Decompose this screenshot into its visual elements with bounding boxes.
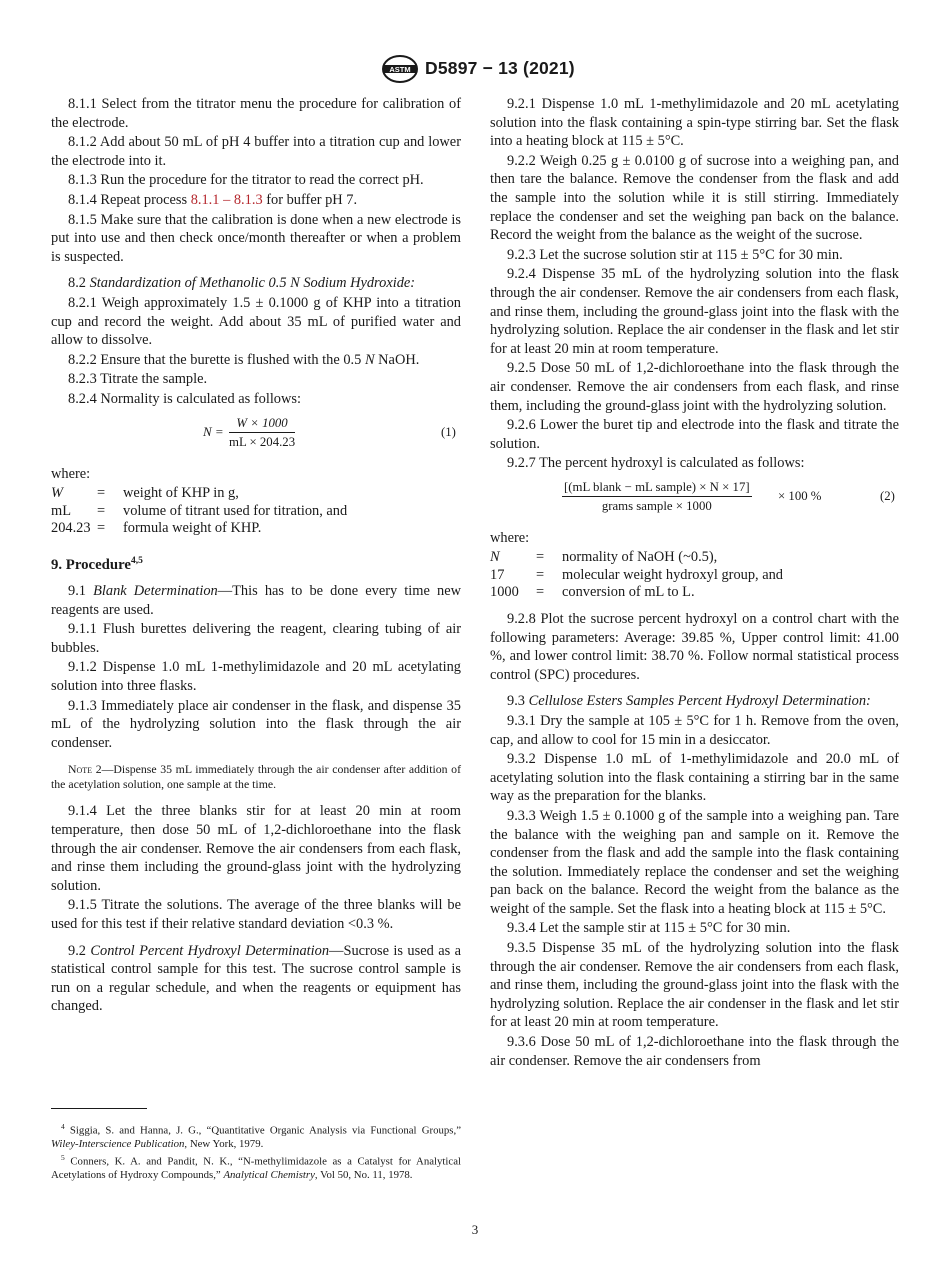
equation-2 <box>490 479 899 519</box>
para-9-3-3: 9.3.3 Weigh 1.5 ± 0.1000 g of the sample into a weighing pan. Tare the balance with the weighing pan and sample on it. Remove the condenser from the flask and add the sample into the flask containing the solution. Immediately replace the condenser and set the weighing pan back on the balance. Record the weight from the balance as the weight of the sample. Set the flask into a heating block at 115 ± 5°C. <box>490 807 899 917</box>
para-9-3-heading: 9.3 Cellulose Esters Samples Percent Hydroxyl Determination: <box>507 693 871 710</box>
para-9-1-2: 9.1.2 Dispense 1.0 mL 1-methylimidazole and 20 mL acetylating solution into three flasks. <box>51 659 461 695</box>
right-column <box>490 95 899 1071</box>
para-8-2-3: 8.2.3 Titrate the sample. <box>68 371 208 388</box>
para-9-1-4: 9.1.4 Let the three blanks stir for at least 20 min at room temperature, then dose 50 mL of 1,2-dichloroethane into the flask through the air condenser. Remove the air condensers from each flask, and rinse them including the ground-glass joint with the hydrolyzing solution. <box>51 803 461 894</box>
para-9-2: 9.2 Control Percent Hydroxyl Determination—Sucrose is used as a statistical control sample for this test. The sucrose control sample is run on a regular schedule, and when the reagents or equipment has changed. <box>51 942 461 1015</box>
equation-2-denominator: grams sample × 1000 <box>601 498 712 513</box>
section-9-heading: 9. Procedure$^{4,5}$ <box>51 555 143 573</box>
para-9-1-1: 9.1.1 Flush burettes delivering the reagent, clearing tubing of air bubbles. <box>51 621 461 656</box>
equation-1-fraction <box>229 415 295 450</box>
para-8-2-heading: 8.2 Standardization of Methanolic 0.5 N Sodium Hydroxide: <box>68 275 416 292</box>
definition-row: W = weight of KHP in g, <box>51 485 239 502</box>
para-9-3-6: 9.3.6 Dose 50 mL of 1,2-dichloroethane into the flask through the air condenser. Remove the air condensers from <box>490 1034 899 1069</box>
para-9-3-1: 9.3.1 Dry the sample at 105 ± 5°C for 1 h. Remove from the oven, cap, and allow to cool for 15 min in a desiccator. <box>490 712 899 748</box>
definition-row: mL = volume of titrant used for titration, and <box>51 502 348 519</box>
standard-designation: D5897 − 13 (2021) <box>425 58 575 78</box>
para-8-1-2: 8.1.2 Add about 50 mL of pH 4 buffer into a titration cup and lower the electrode into it. <box>51 134 461 169</box>
logo-text: ASTM <box>389 65 411 74</box>
equation-1 <box>51 415 461 455</box>
footnote-4: $^4$ Siggia, S. and Hanna, J. G., “Quantitative Organic Analysis via Functional Groups,” Wiley-Interscience Publication, New York, 1979. <box>51 1122 461 1150</box>
para-9-3-4: 9.3.4 Let the sample stir at 115 ± 5°C for 30 min. <box>507 920 791 937</box>
definition-row: 17 = molecular weight hydroxyl group, and <box>490 566 784 583</box>
where-label-2: where: <box>490 529 530 546</box>
footnotes <box>51 1120 461 1182</box>
note-2: Note 2—Dispense 35 mL immediately through the air condenser after addition of the acetylation solution, one sample at the time. <box>51 762 461 792</box>
para-8-1-4: 8.1.4 Repeat process 8.1.1 – 8.1.3 for buffer pH 7. <box>68 191 358 208</box>
where-label-1: where: <box>51 465 91 482</box>
para-9-2-6: 9.2.6 Lower the buret tip and electrode into the flask and titrate the solution. <box>490 417 899 452</box>
para-9-3-2: 9.3.2 Dispense 1.0 mL of 1-methylimidazole and 20.0 mL of acetylating solution into the flask containing a stirring bar in the same way as the preparation for the blanks. <box>490 751 899 805</box>
para-8-2-1: 8.2.1 Weigh approximately 1.5 ± 0.1000 g of KHP into a titration cup and record the weight. Add about 35 mL of purified water and allow to dissolve. <box>51 294 461 349</box>
astm-logo-icon <box>381 54 419 84</box>
para-9-2-8: 9.2.8 Plot the sucrose percent hydroxyl on a control chart with the following parameters: Average: 39.85 %, Upper control limit: 41.00 %, and lower control limit: 38.70 %. Follow normal statistical process control (SPC) procedures. <box>490 610 899 683</box>
definitions-table-1 <box>51 485 347 538</box>
para-9-2-2: 9.2.2 Weigh 0.25 g ± 0.0100 g of sucrose into a weighing pan, and then tare the balance. Remove the condenser from the flask and add the sample into the solution while it is still stirring. Immediately replace the condenser and set the weighing pan back on the balance. Record the weight from the balance as the weight of the sucrose. <box>490 152 899 244</box>
equation-1-label: (1) <box>441 424 456 439</box>
definition-row: N = normality of NaOH (~0.5), <box>490 549 718 566</box>
equation-2-numerator: [(mL blank − mL sample) × N × 17] <box>562 479 752 497</box>
para-9-3-5: 9.3.5 Dispense 35 mL of the hydrolyzing solution into the flask through the air condenser. Remove the air condensers from each flask, and rinse them, including the ground-glass joint into the flask with the hydrolyzing solution. Replace the air condenser in the flask and let stir for at least 20 min at room temperature. <box>490 940 899 1031</box>
para-9-2-7: 9.2.7 The percent hydroxyl is calculated as follows: <box>507 455 805 472</box>
para-9-1: 9.1 Blank Determination—This has to be done every time new reagents are used. <box>51 583 461 618</box>
page-header <box>0 54 950 86</box>
para-9-2-1: 9.2.1 Dispense 1.0 mL 1-methylimidazole and 20 mL acetylating solution into the flask containing a spin-type stirring bar. Set the flask into a heating block at 115 ± 5°C. <box>490 96 899 150</box>
para-9-2-3: 9.2.3 Let the sucrose solution stir at 115 ± 5°C for 30 min. <box>507 246 843 263</box>
left-column <box>51 95 461 1017</box>
cross-reference-link[interactable]: 8.1.1 – 8.1.3 <box>190 191 263 208</box>
para-8-1-1: 8.1.1 Select from the titrator menu the procedure for calibration of the electrode. <box>51 96 461 131</box>
para-8-1-5: 8.1.5 Make sure that the calibration is done when a new electrode is put into use and then check once/month thereafter or when a problem is suspected. <box>51 211 461 265</box>
definition-row: 1000 = conversion of mL to L. <box>490 584 695 601</box>
footnote-divider <box>51 1108 147 1109</box>
para-8-1-3: 8.1.3 Run the procedure for the titrator to read the correct pH. <box>68 172 424 189</box>
footnote-5: $^5$ Conners, K. A. and Pandit, N. K., “N-methylimidazole as a Catalyst for Analytical Acetylations of Hydroxy Compounds,” Analytical Chemistry, Vol 50, No. 11, 1978. <box>51 1153 461 1182</box>
footnote-ref[interactable]: 4,5 <box>131 555 143 566</box>
para-8-2-2: 8.2.2 Ensure that the burette is flushed with the 0.5 N NaOH. <box>68 351 420 368</box>
definitions-table-2 <box>490 549 783 602</box>
equation-1-numerator: W × 1000 <box>229 415 295 433</box>
para-9-1-5: 9.1.5 Titrate the solutions. The average of the three blanks will be used for this test if their relative standard deviation <0.3 %. <box>51 897 461 933</box>
equation-1-lhs: N = <box>203 423 224 439</box>
para-9-2-5: 9.2.5 Dose 50 mL of 1,2-dichloroethane into the flask through the air condenser. Remove the air condensers from each flask, and rinse them, including the ground-glass joint with the hydrolyzing solution. <box>490 360 899 414</box>
page-number: 3 <box>471 1222 479 1237</box>
equation-2-fraction <box>562 479 752 514</box>
definition-row: 204.23 = formula weight of KHP. <box>51 520 262 537</box>
para-9-2-4: 9.2.4 Dispense 35 mL of the hydrolyzing solution into the flask through the air condenser. Remove the air condensers from each flask, and rinse them, including the ground-glass joint into the flask with the hydrolyzing solution. Replace the air condenser in the flask and let stir for at least 20 min at room temperature. <box>490 266 899 357</box>
equation-1-denominator: mL × 204.23 <box>229 434 296 449</box>
para-9-1-3: 9.1.3 Immediately place air condenser in the flask, and dispense 35 mL of the hydrolyzing solution into the flask through the air condenser. <box>51 697 461 751</box>
equation-2-label: (2) <box>880 488 895 503</box>
equation-2-suffix: × 100 % <box>778 488 822 503</box>
para-8-2-4: 8.2.4 Normality is calculated as follows: <box>68 390 301 407</box>
